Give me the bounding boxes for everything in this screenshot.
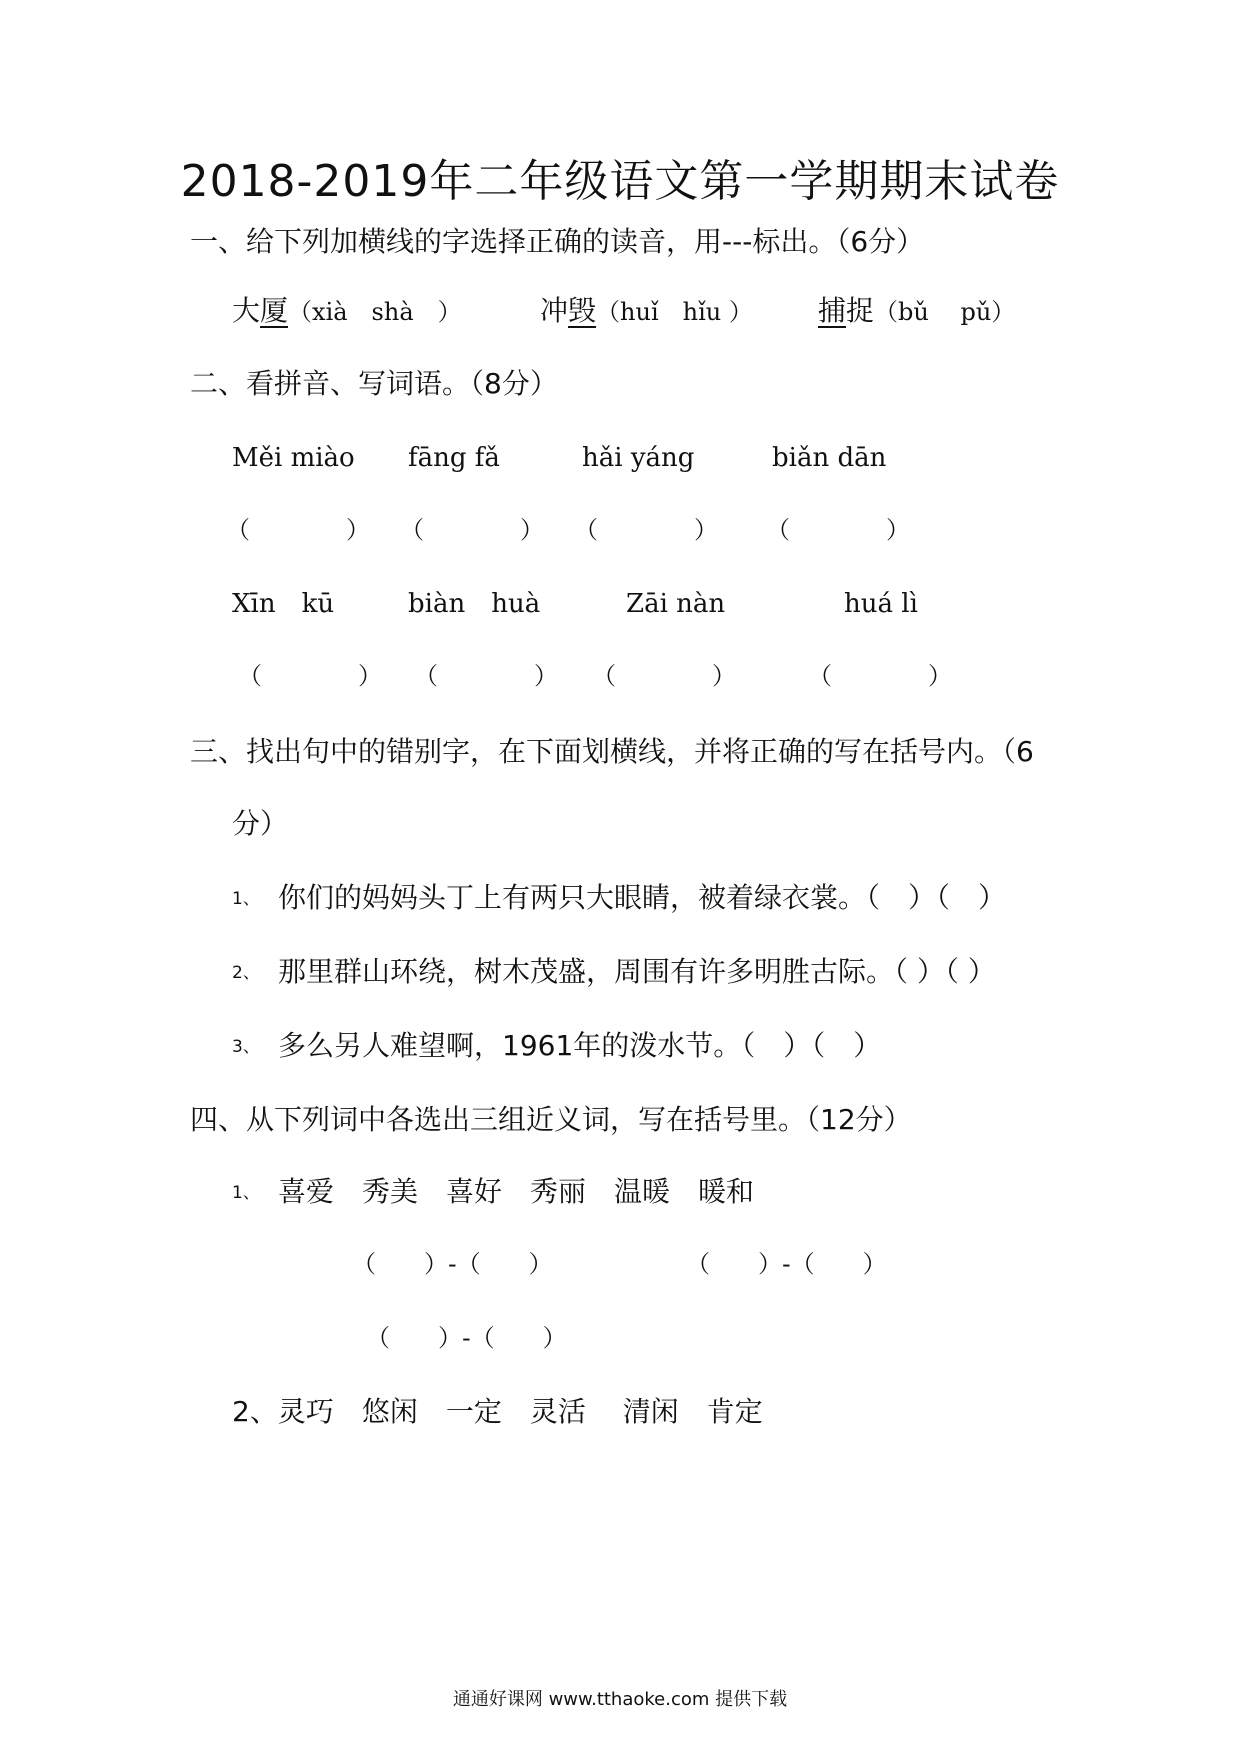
- q1-item-3-underlined: 捕: [818, 294, 847, 327]
- q4-answer-pair-1: （ ）-（ ）: [352, 1250, 553, 1278]
- q1-item-2: [540, 291, 753, 332]
- q2-blank-8: （ ）: [808, 662, 952, 690]
- q1-item-3: [818, 291, 1015, 332]
- q2-pinyin-7: Zāi nàn: [626, 589, 726, 619]
- q3-item-3-text: 多么另人难望啊，1961年的泼水节。（ ）（ ）: [278, 1029, 882, 1062]
- q1-item-1-pinyin: （xià shà ）: [288, 298, 462, 326]
- q3-item-1: [232, 878, 1006, 919]
- q1-item-3-pinyin: （bǔ pǔ）: [874, 298, 1016, 326]
- q2-pinyin-3: hǎi yáng: [582, 443, 695, 473]
- q4-group-1-words: 喜爱 秀美 喜好 秀丽 温暖 暖和: [278, 1175, 755, 1208]
- q2-blank-6: （ ）: [414, 662, 558, 690]
- page-footer: 通通好课网 www.tthaoke.com 提供下载: [452, 1689, 788, 1710]
- q1-item-2-underlined: 毁: [568, 294, 597, 327]
- q1-item-3-post: 捉: [846, 294, 875, 327]
- q1-heading: 一、给下列加横线的字选择正确的读音，用---标出。（6分）: [190, 225, 925, 258]
- q2-heading: 二、看拼音、写词语。（8分）: [190, 367, 558, 400]
- q2-pinyin-4: biǎn dān: [772, 443, 887, 473]
- q2-blank-5: （ ）: [238, 662, 382, 690]
- q3-item-1-number: 1、: [232, 889, 260, 909]
- q2-pinyin-6: biàn huà: [408, 589, 541, 619]
- q1-item-2-pre: 冲: [540, 294, 569, 327]
- q2-blank-4: （ ）: [766, 516, 910, 544]
- q4-answer-pair-3: （ ）-（ ）: [366, 1324, 567, 1352]
- q2-blank-1: （ ）: [226, 516, 370, 544]
- q4-group-1: [232, 1172, 754, 1213]
- q2-blank-2: （ ）: [400, 516, 544, 544]
- q2-pinyin-1: Měi miào: [232, 443, 355, 473]
- q3-item-3-number: 3、: [232, 1037, 260, 1057]
- q3-item-2-text: 那里群山环绕，树木茂盛，周围有许多明胜古际。（ ）（ ）: [278, 955, 996, 988]
- q2-pinyin-8: huá lì: [844, 589, 918, 619]
- q4-group-1-number: 1、: [232, 1183, 260, 1203]
- q1-item-1-pre: 大: [232, 294, 261, 327]
- q4-answer-pair-2: （ ）-（ ）: [686, 1250, 887, 1278]
- q4-heading: 四、从下列词中各选出三组近义词，写在括号里。（12分）: [190, 1103, 912, 1136]
- q2-pinyin-5: Xīn kū: [232, 589, 335, 619]
- q3-heading: 三、找出句中的错别字，在下面划横线，并将正确的写在括号内。（6: [190, 735, 1034, 768]
- q2-pinyin-2: fāng fǎ: [408, 443, 500, 473]
- q4-group-2: 2、灵巧 悠闲 一定 灵活 清闲 肯定: [232, 1395, 763, 1428]
- q3-item-2: [232, 952, 996, 993]
- q2-blank-7: （ ）: [592, 662, 736, 690]
- q1-item-1-underlined: 厦: [260, 294, 289, 327]
- q3-heading-cont: 分）: [232, 807, 289, 840]
- q1-item-2-pinyin: （huǐ hǐu ）: [596, 298, 753, 326]
- page-title: 2018-2019年二年级语文第一学期期末试卷: [180, 156, 1060, 207]
- q3-item-2-number: 2、: [232, 963, 260, 983]
- q3-item-3: [232, 1026, 881, 1067]
- q3-item-1-text: 你们的妈妈头丁上有两只大眼睛，被着绿衣裳。（ ）（ ）: [278, 881, 1007, 914]
- q2-blank-3: （ ）: [574, 516, 718, 544]
- q1-item-1: [232, 291, 462, 332]
